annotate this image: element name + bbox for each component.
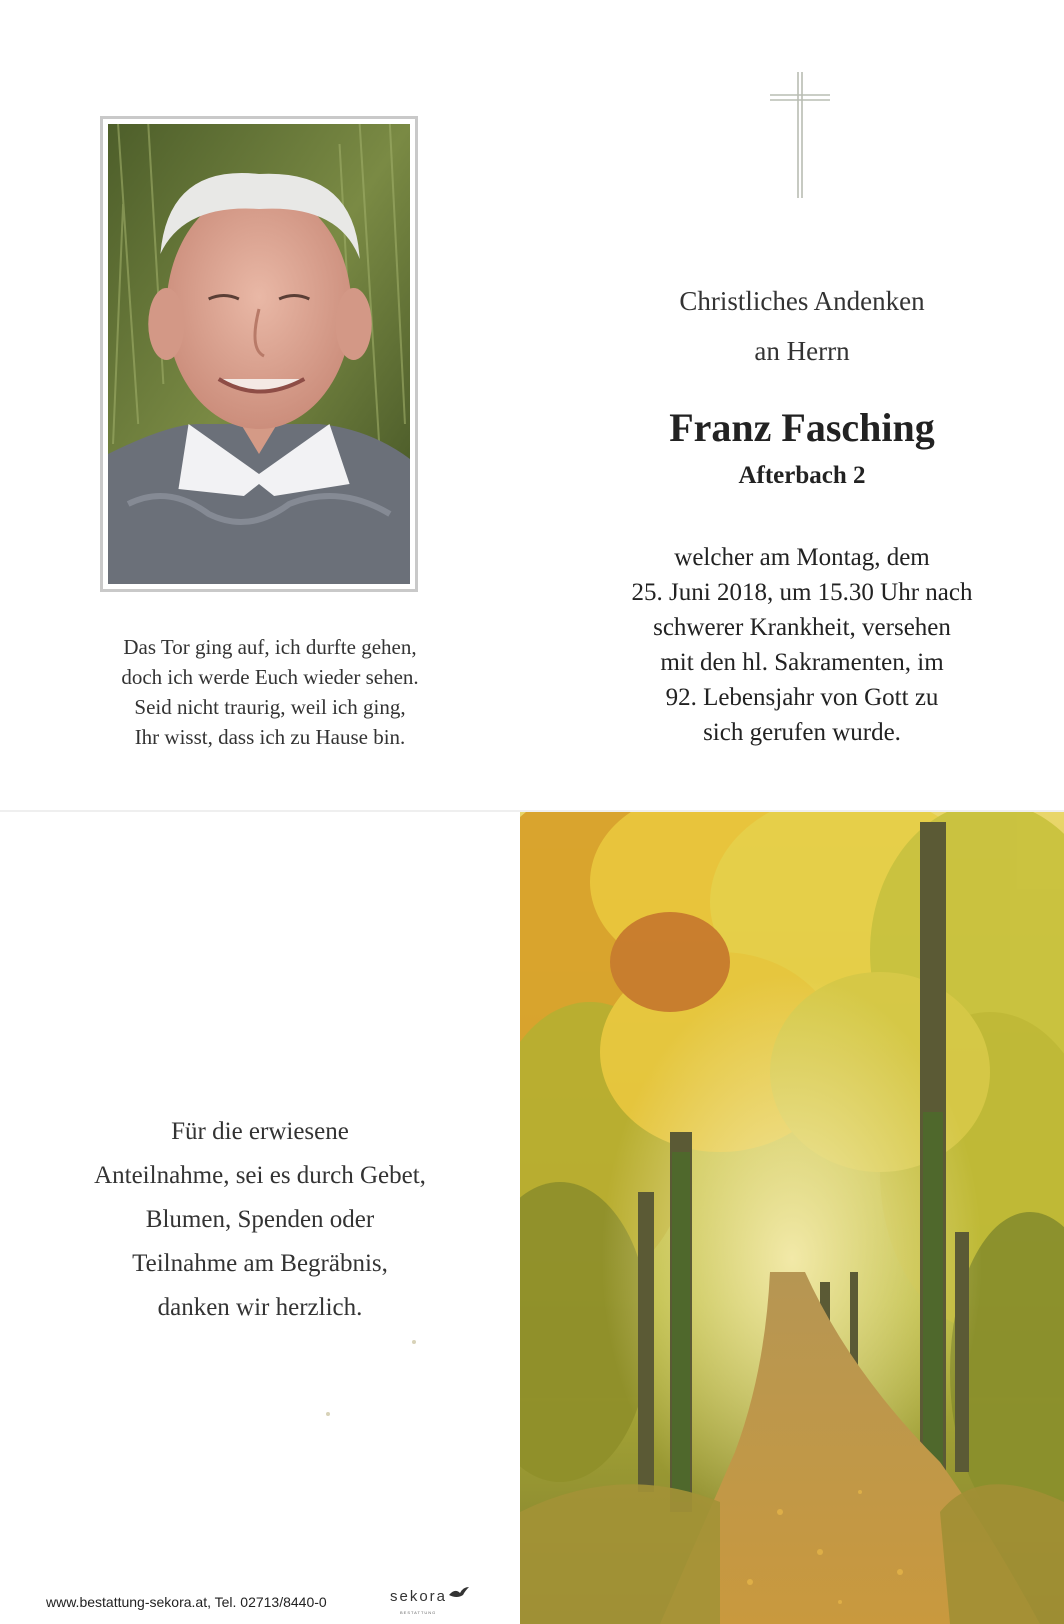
deceased-address: Afterbach 2 <box>738 462 866 489</box>
poem-line: Ihr wisst, dass ich zu Hause bin. <box>134 725 406 749</box>
thanks-line: Teilnahme am Begräbnis, <box>132 1250 388 1277</box>
obituary-line: mit den hl. Sakramenten, im <box>660 649 944 676</box>
speck <box>412 1340 416 1344</box>
thanks-line: Anteilnahme, sei es durch Gebet, <box>94 1162 426 1189</box>
footer-contact: www.bestattung-sekora.at, Tel. 02713/8440-0 <box>46 1594 327 1610</box>
memorial-subheading: an Herrn <box>754 336 850 366</box>
poem-line: Seid nicht traurig, weil ich ging, <box>134 695 406 719</box>
thanks-line: danken wir herzlich. <box>157 1294 363 1321</box>
poem <box>40 632 500 752</box>
portrait-panel <box>0 0 540 810</box>
obituary-line: sich gerufen wurde. <box>703 719 901 746</box>
cross-icon <box>768 70 832 200</box>
deceased-name: Franz Fasching <box>669 405 935 450</box>
thanks-text <box>30 1110 490 1330</box>
obituary-text <box>540 540 1064 750</box>
memorial-panel <box>540 0 1064 810</box>
poem-line: doch ich werde Euch wieder sehen. <box>121 665 419 689</box>
portrait-photo <box>100 116 418 592</box>
logo-text: sekora <box>390 1588 448 1605</box>
obituary-line: schwerer Krankheit, versehen <box>653 614 951 641</box>
poem-line: Das Tor ging auf, ich durfte gehen, <box>123 635 417 659</box>
bird-icon <box>448 1586 470 1600</box>
thanks-line: Für die erwiesene <box>171 1118 349 1145</box>
obituary-line: 25. Juni 2018, um 15.30 Uhr nach <box>631 579 973 606</box>
obituary-line: welcher am Montag, dem <box>674 544 930 571</box>
memorial-heading: Christliches Andenken <box>679 286 925 316</box>
logo-subtext: BESTATTUNG <box>400 1610 437 1615</box>
speck <box>326 1412 330 1416</box>
obituary-line: 92. Lebensjahr von Gott zu <box>665 684 939 711</box>
thanks-line: Blumen, Spenden oder <box>145 1206 375 1233</box>
autumn-path-photo <box>520 812 1064 1624</box>
